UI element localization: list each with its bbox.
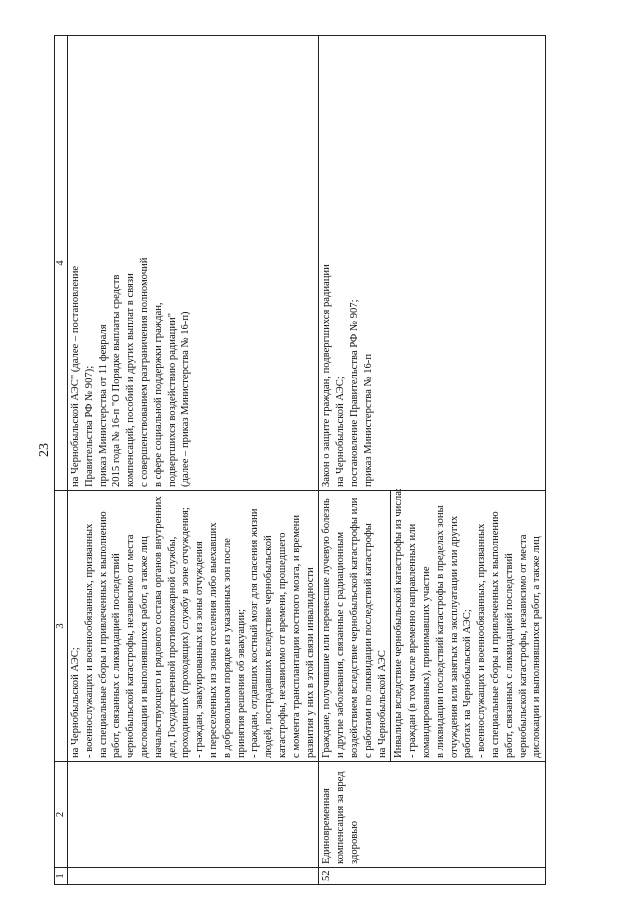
header-col-4: 4 bbox=[55, 36, 68, 491]
text-line: с момента трансплантации костного мозга, и времени bbox=[290, 515, 302, 758]
header-row bbox=[55, 36, 68, 885]
text-line: и другие заболевания, связанные с радиационным bbox=[335, 531, 347, 758]
text-line: работах на Чернобыльской АЭС; bbox=[462, 609, 474, 758]
text-line: Инвалиды вследствие чернобыльской катастрофы из числа: bbox=[393, 488, 405, 758]
text-line: воздействием вследствие чернобыльской катастрофы или bbox=[348, 497, 360, 758]
cell-recipients bbox=[319, 491, 391, 762]
text-line: дислокации и выполнявшихся работ, а также лиц bbox=[531, 536, 543, 758]
text-line: на Чернобыльской АЭС" (далее – постановление bbox=[70, 265, 81, 487]
text-line: - военнослужащих и военнообязанных, призванных bbox=[476, 523, 488, 758]
cell-num: 52 bbox=[319, 868, 546, 885]
table-row-52a bbox=[319, 36, 391, 885]
text-line: в ликвидации последствий катастрофы в пределах зоны bbox=[434, 505, 446, 758]
text-line: постановление Правительства РФ № 907; bbox=[348, 299, 360, 487]
cell-recipients bbox=[391, 488, 546, 762]
text-line: в добровольном порядке из указанных зон после bbox=[221, 538, 233, 758]
rotated-page-content bbox=[54, 35, 607, 885]
text-line: Правительства РФ № 907); bbox=[83, 365, 95, 487]
text-line: чернобыльской катастрофы, независимо от места bbox=[517, 534, 529, 758]
text-line: дел, Государственной противопожарной службы, bbox=[166, 536, 178, 758]
text-line: работ, связанных с ликвидацией последствий bbox=[503, 553, 515, 758]
text-line: и переселенных из зоны отселения либо выехавших bbox=[207, 522, 219, 758]
text-line: с работами по ликвидации последствий катастрофы bbox=[362, 523, 374, 758]
cell-benefit bbox=[319, 762, 546, 868]
cell-legal-basis bbox=[68, 36, 319, 491]
text-line: 2015 года № 16-п "О Порядке выплаты средств bbox=[111, 274, 123, 487]
text-line: Закон о защите граждан, подвергшихся радиации bbox=[321, 264, 333, 487]
text-line: подвергшихся воздействию радиации" bbox=[166, 312, 178, 487]
cell-legal-basis bbox=[319, 36, 546, 491]
text-line: дислокации и выполнявшихся работ, а также лиц bbox=[138, 536, 150, 758]
text-line: - граждан, отдавших костный мозг для спасения жизни bbox=[249, 508, 261, 758]
page-number: 23 bbox=[37, 443, 52, 457]
text-line: приказ Министерства от 11 февраля bbox=[97, 324, 109, 487]
text-line: (далее – приказ Министерства № 16-п) bbox=[180, 311, 192, 487]
text-line: на специальные сборы и привлеченных к выполнению bbox=[97, 511, 109, 758]
text-line: командированных), принимавших участие bbox=[420, 566, 432, 758]
cell-benefit bbox=[68, 762, 319, 868]
table-row-continued bbox=[68, 36, 319, 885]
text-line: с совершенствованием разграничения полномочий bbox=[138, 257, 150, 487]
benefits-table bbox=[54, 35, 546, 885]
text-line: на специальные сборы и привлеченных к выполнению bbox=[489, 511, 501, 758]
text-line: Граждане, получившие или перенесшие лучевую болезнь bbox=[321, 498, 333, 758]
text-line: катастрофы, независимо от времени, прошедшего bbox=[276, 532, 288, 758]
text-line: Единовременная bbox=[321, 788, 333, 864]
header-col-3: 3 bbox=[55, 491, 68, 762]
text-line: чернобыльской катастрофы, независимо от места bbox=[125, 534, 137, 758]
text-line: здоровью bbox=[348, 820, 360, 864]
text-line: в сфере социальной поддержки граждан, bbox=[152, 302, 164, 487]
text-line: на Чернобыльской АЭС bbox=[376, 650, 388, 758]
cell-recipients bbox=[68, 491, 319, 762]
text-line: на Чернобыльской АЭС; bbox=[70, 647, 81, 758]
text-line: на Чернобыльской АЭС; bbox=[335, 376, 347, 487]
text-line: компенсация за вред bbox=[335, 771, 347, 864]
cell-num bbox=[68, 868, 319, 885]
text-line: - граждан, эвакуированных из зоны отчуждения bbox=[194, 541, 206, 758]
text-line: принятия решения об эвакуации; bbox=[235, 609, 247, 758]
text-line: - военнослужащих и военнообязанных, призванных bbox=[83, 523, 95, 758]
text-line: компенсаций, пособий и других выплат в связи bbox=[125, 273, 137, 487]
text-line: - граждан (в том числе временно направленных или bbox=[407, 523, 419, 758]
text-line: людей, пострадавших вследствие чернобыльской bbox=[263, 535, 275, 758]
header-col-2: 2 bbox=[55, 762, 68, 868]
text-line: приказ Министерства № 16-п bbox=[362, 353, 374, 487]
header-col-1: 1 bbox=[55, 868, 68, 885]
text-line: развития у них в этой связи инвалидности bbox=[304, 567, 316, 758]
text-line: начальствующего и рядового состава органов внутренних bbox=[152, 496, 164, 758]
text-line: отчуждения или занятых на эксплуатации или других bbox=[448, 515, 460, 758]
text-line: проходивших (проходящих) службу в зоне отчуждения; bbox=[180, 507, 192, 758]
text-line: работ, связанных с ликвидацией последствий bbox=[111, 553, 123, 758]
